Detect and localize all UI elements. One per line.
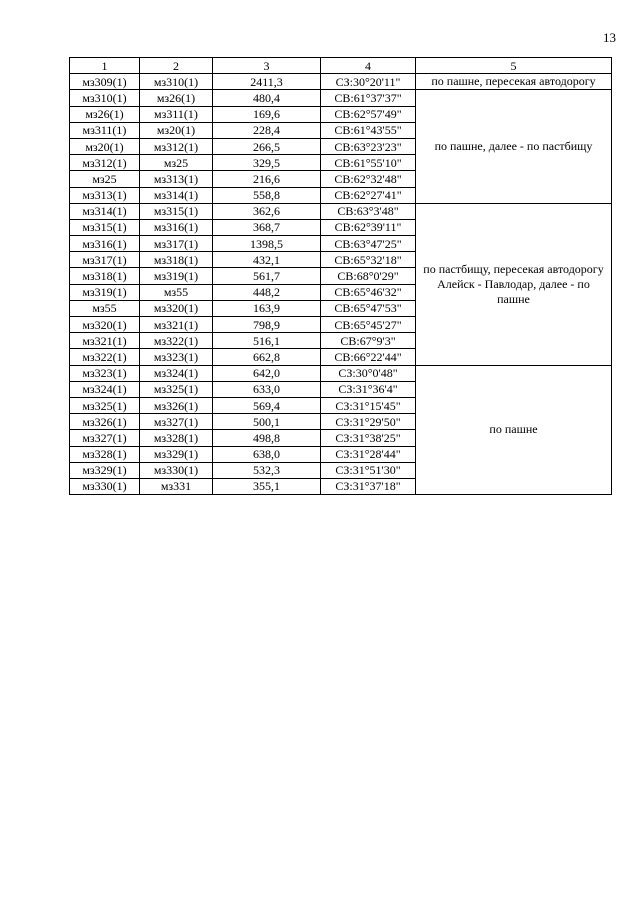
column-header: 5: [416, 58, 612, 74]
from-point-cell: мз321(1): [70, 333, 140, 349]
to-point-cell: мз316(1): [140, 219, 213, 235]
to-point-cell: мз330(1): [140, 462, 213, 478]
from-point-cell: мз309(1): [70, 74, 140, 90]
bearing-cell: СВ:62°39'11": [321, 219, 416, 235]
bearing-cell: СВ:61°43'55": [321, 122, 416, 138]
bearing-cell: СЗ:30°0'48": [321, 365, 416, 381]
bearing-cell: СЗ:31°15'45": [321, 397, 416, 413]
bearing-cell: СВ:65°32'18": [321, 252, 416, 268]
table-row: [70, 203, 612, 219]
to-point-cell: мз331: [140, 478, 213, 494]
from-point-cell: мз314(1): [70, 203, 140, 219]
length-cell: 516,1: [213, 333, 321, 349]
length-cell: 662,8: [213, 349, 321, 365]
to-point-cell: мз312(1): [140, 138, 213, 154]
table-row: [70, 74, 612, 90]
from-point-cell: мз310(1): [70, 90, 140, 106]
length-cell: 558,8: [213, 187, 321, 203]
bearing-cell: СЗ:31°29'50": [321, 414, 416, 430]
length-cell: 480,4: [213, 90, 321, 106]
bearing-cell: СВ:65°45'27": [321, 317, 416, 333]
to-point-cell: мз322(1): [140, 333, 213, 349]
route-table: [69, 57, 612, 495]
from-point-cell: мз55: [70, 300, 140, 316]
column-header: 1: [70, 58, 140, 74]
length-cell: 448,2: [213, 284, 321, 300]
bearing-cell: СВ:66°22'44": [321, 349, 416, 365]
from-point-cell: мз20(1): [70, 138, 140, 154]
length-cell: 569,4: [213, 397, 321, 413]
bearing-cell: СЗ:31°36'4": [321, 381, 416, 397]
bearing-cell: СВ:63°3'48": [321, 203, 416, 219]
bearing-cell: СВ:62°32'48": [321, 171, 416, 187]
bearing-cell: СЗ:31°28'44": [321, 446, 416, 462]
page-number: 13: [603, 30, 616, 45]
route-description-cell: по пашне, пересекая автодорогу: [416, 74, 612, 90]
length-cell: 329,5: [213, 155, 321, 171]
to-point-cell: мз320(1): [140, 300, 213, 316]
to-point-cell: мз319(1): [140, 268, 213, 284]
bearing-cell: СЗ:31°51'30": [321, 462, 416, 478]
from-point-cell: мз318(1): [70, 268, 140, 284]
route-description-cell: по пашне: [416, 365, 612, 495]
length-cell: 498,8: [213, 430, 321, 446]
bearing-cell: СВ:68°0'29": [321, 268, 416, 284]
length-cell: 1398,5: [213, 236, 321, 252]
bearing-cell: СВ:67°9'3": [321, 333, 416, 349]
from-point-cell: мз312(1): [70, 155, 140, 171]
length-cell: 216,6: [213, 171, 321, 187]
length-cell: 561,7: [213, 268, 321, 284]
route-description-cell: по пастбищу, пересекая автодорогу Алейск - Павлодар, далее - по пашне: [416, 203, 612, 365]
bearing-cell: СВ:62°57'49": [321, 106, 416, 122]
from-point-cell: мз327(1): [70, 430, 140, 446]
from-point-cell: мз330(1): [70, 478, 140, 494]
length-cell: 266,5: [213, 138, 321, 154]
length-cell: 368,7: [213, 219, 321, 235]
bearing-cell: СВ:65°46'32": [321, 284, 416, 300]
from-point-cell: мз322(1): [70, 349, 140, 365]
from-point-cell: мз317(1): [70, 252, 140, 268]
to-point-cell: мз326(1): [140, 397, 213, 413]
to-point-cell: мз313(1): [140, 171, 213, 187]
to-point-cell: мз25: [140, 155, 213, 171]
to-point-cell: мз318(1): [140, 252, 213, 268]
length-cell: 2411,3: [213, 74, 321, 90]
length-cell: 642,0: [213, 365, 321, 381]
from-point-cell: мз328(1): [70, 446, 140, 462]
from-point-cell: мз315(1): [70, 219, 140, 235]
from-point-cell: мз319(1): [70, 284, 140, 300]
to-point-cell: мз323(1): [140, 349, 213, 365]
from-point-cell: мз25: [70, 171, 140, 187]
column-header: 2: [140, 58, 213, 74]
bearing-cell: СЗ:30°20'11": [321, 74, 416, 90]
length-cell: 532,3: [213, 462, 321, 478]
bearing-cell: СВ:63°47'25": [321, 236, 416, 252]
to-point-cell: мз26(1): [140, 90, 213, 106]
to-point-cell: мз310(1): [140, 74, 213, 90]
bearing-cell: СВ:65°47'53": [321, 300, 416, 316]
from-point-cell: мз313(1): [70, 187, 140, 203]
from-point-cell: мз324(1): [70, 381, 140, 397]
length-cell: 169,6: [213, 106, 321, 122]
table-body: [70, 74, 612, 495]
length-cell: 638,0: [213, 446, 321, 462]
length-cell: 798,9: [213, 317, 321, 333]
table-row: [70, 365, 612, 381]
route-description-cell: по пашне, далее - по пастбищу: [416, 90, 612, 203]
to-point-cell: мз327(1): [140, 414, 213, 430]
bearing-cell: СЗ:31°37'18": [321, 478, 416, 494]
column-header: 4: [321, 58, 416, 74]
to-point-cell: мз317(1): [140, 236, 213, 252]
from-point-cell: мз326(1): [70, 414, 140, 430]
to-point-cell: мз315(1): [140, 203, 213, 219]
length-cell: 432,1: [213, 252, 321, 268]
from-point-cell: мз316(1): [70, 236, 140, 252]
bearing-cell: СВ:61°37'37": [321, 90, 416, 106]
from-point-cell: мз323(1): [70, 365, 140, 381]
bearing-cell: СВ:63°23'23": [321, 138, 416, 154]
to-point-cell: мз55: [140, 284, 213, 300]
to-point-cell: мз324(1): [140, 365, 213, 381]
table-header-row: [70, 58, 612, 74]
bearing-cell: СВ:61°55'10": [321, 155, 416, 171]
from-point-cell: мз320(1): [70, 317, 140, 333]
length-cell: 633,0: [213, 381, 321, 397]
table-row: [70, 90, 612, 106]
from-point-cell: мз329(1): [70, 462, 140, 478]
to-point-cell: мз325(1): [140, 381, 213, 397]
from-point-cell: мз325(1): [70, 397, 140, 413]
length-cell: 355,1: [213, 478, 321, 494]
from-point-cell: мз26(1): [70, 106, 140, 122]
from-point-cell: мз311(1): [70, 122, 140, 138]
column-header: 3: [213, 58, 321, 74]
length-cell: 228,4: [213, 122, 321, 138]
length-cell: 500,1: [213, 414, 321, 430]
to-point-cell: мз314(1): [140, 187, 213, 203]
to-point-cell: мз328(1): [140, 430, 213, 446]
to-point-cell: мз329(1): [140, 446, 213, 462]
bearing-cell: СЗ:31°38'25": [321, 430, 416, 446]
to-point-cell: мз20(1): [140, 122, 213, 138]
to-point-cell: мз311(1): [140, 106, 213, 122]
length-cell: 362,6: [213, 203, 321, 219]
length-cell: 163,9: [213, 300, 321, 316]
to-point-cell: мз321(1): [140, 317, 213, 333]
bearing-cell: СВ:62°27'41": [321, 187, 416, 203]
